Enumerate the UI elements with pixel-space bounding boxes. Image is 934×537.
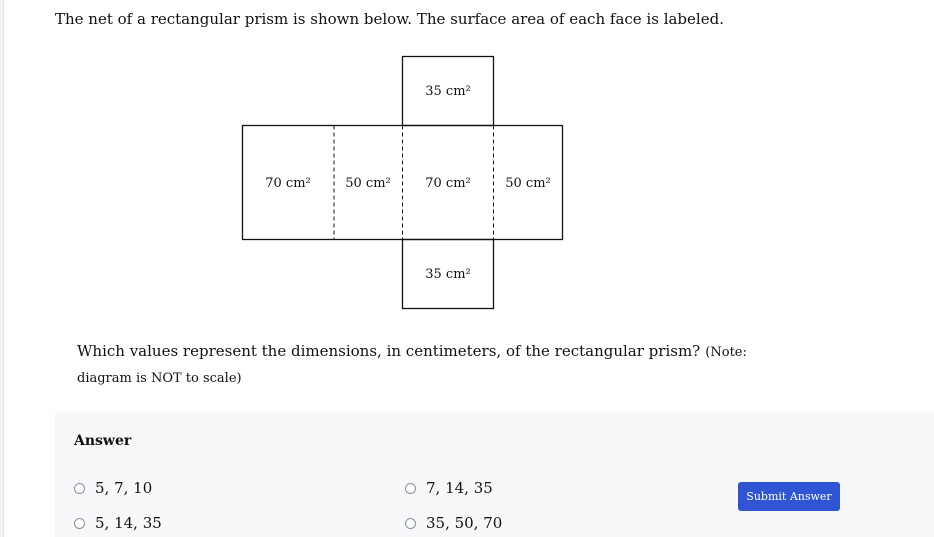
answer-option-label: 5, 7, 10 — [95, 479, 153, 497]
submit-answer-button[interactable]: Submit Answer — [738, 482, 840, 511]
face-label-top: 35 cm² — [425, 84, 471, 99]
face-label-left-2: 50 cm² — [345, 176, 391, 191]
face-label-right: 50 cm² — [505, 176, 551, 191]
answer-option-3[interactable] — [74, 514, 162, 532]
radio-button-icon[interactable] — [405, 483, 416, 494]
answer-option-label: 7, 14, 35 — [426, 479, 493, 497]
answer-panel — [55, 412, 934, 537]
answer-option-2[interactable] — [405, 479, 493, 497]
prompt-main-text: Which values represent the dimensions, in centimeters, of the rectangular prism? — [77, 342, 701, 360]
question-prompt — [77, 339, 777, 391]
face-label-bottom: 35 cm² — [425, 267, 471, 282]
answer-option-label: 5, 14, 35 — [95, 514, 162, 532]
answer-option-4[interactable] — [405, 514, 502, 532]
face-label-left-1: 70 cm² — [265, 176, 311, 191]
radio-button-icon[interactable] — [74, 518, 85, 529]
face-label-center: 70 cm² — [425, 176, 471, 191]
radio-button-icon[interactable] — [405, 518, 416, 529]
answer-heading: Answer — [74, 433, 132, 449]
answer-option-1[interactable] — [74, 479, 152, 497]
prompt-note-text: (Note: diagram is NOT to scale) — [77, 345, 747, 386]
question-text: The net of a rectangular prism is shown below. The surface area of each face is labeled. — [55, 10, 724, 28]
answer-option-label: 35, 50, 70 — [426, 514, 503, 532]
radio-button-icon[interactable] — [74, 483, 85, 494]
